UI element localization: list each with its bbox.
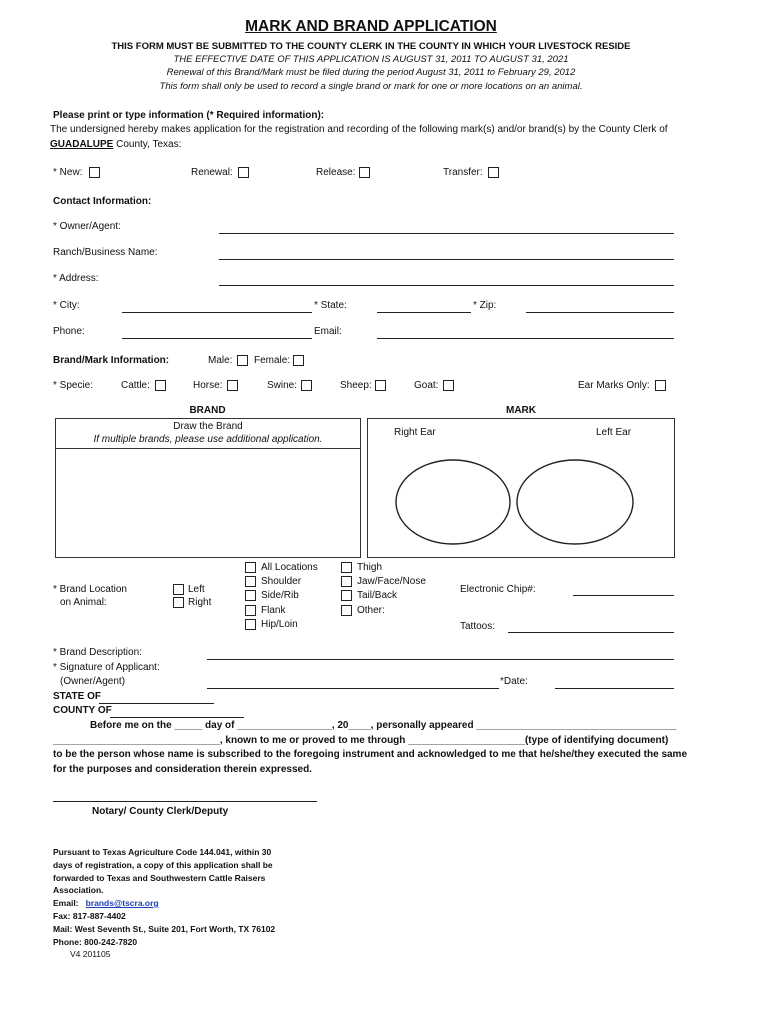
other-label: Other: bbox=[357, 605, 385, 616]
state-input-line[interactable] bbox=[377, 312, 471, 313]
signature-label: * Signature of Applicant: bbox=[53, 662, 160, 673]
email-input-line[interactable] bbox=[377, 338, 674, 339]
form-title: MARK AND BRAND APPLICATION bbox=[245, 18, 497, 35]
zip-label: * Zip: bbox=[473, 300, 497, 311]
notary-line-2: ______________________________, known to me or proved to me through _____________________(type of identifying document) bbox=[53, 735, 669, 746]
release-label: Release: bbox=[316, 167, 356, 178]
notary-line-1: Before me on the _____ day of _________________, 20____, personally appeared ____________________________________ bbox=[90, 720, 677, 731]
renewal-label: Renewal: bbox=[191, 167, 233, 178]
county-of-label: COUNTY OF bbox=[53, 705, 112, 716]
thigh-checkbox[interactable] bbox=[341, 562, 352, 573]
cattle-label: Cattle: bbox=[121, 380, 150, 391]
flank-label: Flank bbox=[261, 605, 286, 616]
all-locations-label: All Locations bbox=[261, 562, 318, 573]
right-side-checkbox[interactable] bbox=[173, 597, 184, 608]
ranch-label: Ranch/Business Name: bbox=[53, 247, 158, 258]
city-input-line[interactable] bbox=[122, 312, 312, 313]
single-brand-notice: This form shall only be used to record a single brand or mark for one or more locations on an animal. bbox=[159, 81, 583, 92]
brand-drawing-area[interactable] bbox=[55, 448, 361, 558]
ear-outlines bbox=[395, 458, 645, 548]
male-checkbox[interactable] bbox=[237, 355, 248, 366]
footer-fax: Fax: 817-887-4402 bbox=[53, 911, 126, 921]
effective-date-notice: THE EFFECTIVE DATE OF THIS APPLICATION IS AUGUST 31, 2011 TO AUGUST 31, 2021 bbox=[173, 54, 569, 65]
electronic-chip-label: Electronic Chip#: bbox=[460, 584, 536, 595]
brand-location-label: * Brand Location bbox=[53, 584, 127, 595]
print-instructions: Please print or type information (* Required information): bbox=[53, 110, 325, 121]
state-label: * State: bbox=[314, 300, 347, 311]
submission-notice: THIS FORM MUST BE SUBMITTED TO THE COUNTY CLERK IN THE COUNTY IN WHICH YOUR LIVESTOCK RESIDE bbox=[111, 41, 631, 52]
date-label: *Date: bbox=[500, 676, 528, 687]
state-of-label: STATE OF bbox=[53, 691, 101, 702]
owner-input-line[interactable] bbox=[219, 233, 674, 234]
horse-label: Horse: bbox=[193, 380, 223, 391]
on-animal-label: on Animal: bbox=[60, 597, 107, 608]
draw-brand-label: Draw the Brand bbox=[173, 421, 243, 432]
new-label: * New: bbox=[53, 167, 83, 178]
brand-description-label: * Brand Description: bbox=[53, 647, 142, 658]
tattoos-input-line[interactable] bbox=[508, 632, 674, 633]
ranch-input-line[interactable] bbox=[219, 259, 674, 260]
owner-label: * Owner/Agent: bbox=[53, 221, 121, 232]
footer-email-link[interactable]: brands@tscra.org bbox=[85, 898, 159, 908]
hip-loin-label: Hip/Loin bbox=[261, 619, 298, 630]
application-statement: The undersigned hereby makes application for the registration and recording of the following mark(s) and/or brand(s) by the County Clerk of bbox=[50, 124, 668, 135]
owner-agent-label: (Owner/Agent) bbox=[60, 676, 126, 687]
footer-email-row bbox=[53, 898, 159, 908]
brand-description-input-line[interactable] bbox=[207, 659, 674, 660]
new-checkbox[interactable] bbox=[89, 167, 100, 178]
multiple-brands-note: If multiple brands, please use additional application. bbox=[93, 434, 323, 445]
phone-label: Phone: bbox=[53, 326, 85, 337]
brand-info-heading: Brand/Mark Information: bbox=[53, 355, 170, 366]
left-ear-label: Left Ear bbox=[596, 427, 632, 438]
brand-heading: BRAND bbox=[189, 405, 226, 416]
footer-line-1: Pursuant to Texas Agriculture Code 144.041, within 30 bbox=[53, 847, 272, 857]
tail-back-checkbox[interactable] bbox=[341, 590, 352, 601]
transfer-checkbox[interactable] bbox=[488, 167, 499, 178]
notary-line-3: to be the person whose name is subscribed to the foregoing instrument and acknowledged to me that he/she/they executed the same bbox=[53, 749, 688, 760]
email-label: Email: bbox=[314, 326, 342, 337]
right-ear-outline[interactable] bbox=[396, 460, 510, 544]
male-label: Male: bbox=[208, 355, 233, 366]
left-side-label: Left bbox=[188, 584, 205, 595]
side-rib-checkbox[interactable] bbox=[245, 590, 256, 601]
shoulder-label: Shoulder bbox=[261, 576, 302, 587]
jaw-face-nose-checkbox[interactable] bbox=[341, 576, 352, 587]
shoulder-checkbox[interactable] bbox=[245, 576, 256, 587]
right-ear-label: Right Ear bbox=[394, 427, 436, 438]
flank-checkbox[interactable] bbox=[245, 605, 256, 616]
sheep-label: Sheep: bbox=[340, 380, 372, 391]
transfer-label: Transfer: bbox=[443, 167, 483, 178]
address-input-line[interactable] bbox=[219, 285, 674, 286]
signature-input-line[interactable] bbox=[207, 688, 499, 689]
cattle-checkbox[interactable] bbox=[155, 380, 166, 391]
footer-line-3: forwarded to Texas and Southwestern Cattle Raisers bbox=[53, 873, 266, 883]
sheep-checkbox[interactable] bbox=[375, 380, 386, 391]
tail-back-label: Tail/Back bbox=[357, 590, 398, 601]
goat-label: Goat: bbox=[414, 380, 439, 391]
county-suffix: County, Texas: bbox=[113, 139, 182, 150]
ear-marks-only-label: Ear Marks Only: bbox=[578, 380, 650, 391]
release-checkbox[interactable] bbox=[359, 167, 370, 178]
footer-mail: Mail: West Seventh St., Suite 201, Fort Worth, TX 76102 bbox=[53, 924, 276, 934]
county-of-input-line[interactable] bbox=[110, 717, 244, 718]
thigh-label: Thigh bbox=[357, 562, 383, 573]
notary-signature-label: Notary/ County Clerk/Deputy bbox=[92, 806, 229, 817]
county-line bbox=[50, 139, 181, 150]
female-label: Female: bbox=[254, 355, 291, 366]
state-of-input-line[interactable] bbox=[99, 703, 214, 704]
swine-checkbox[interactable] bbox=[301, 380, 312, 391]
ear-marks-only-checkbox[interactable] bbox=[655, 380, 666, 391]
swine-label: Swine: bbox=[267, 380, 298, 391]
footer-line-2: days of registration, a copy of this application shall be bbox=[53, 860, 273, 870]
mark-heading: MARK bbox=[506, 405, 536, 416]
tattoos-label: Tattoos: bbox=[460, 621, 496, 632]
female-checkbox[interactable] bbox=[293, 355, 304, 366]
horse-checkbox[interactable] bbox=[227, 380, 238, 391]
county-name: GUADALUPE bbox=[50, 139, 114, 150]
left-side-checkbox[interactable] bbox=[173, 584, 184, 595]
notary-line-4: for the purposes and consideration therein expressed. bbox=[53, 764, 312, 775]
goat-checkbox[interactable] bbox=[443, 380, 454, 391]
renewal-checkbox[interactable] bbox=[238, 167, 249, 178]
footer-email-label: Email: bbox=[53, 898, 79, 908]
right-side-label: Right bbox=[188, 597, 212, 608]
electronic-chip-input-line[interactable] bbox=[573, 595, 674, 596]
footer-phone: Phone: 800-242-7820 bbox=[53, 937, 138, 947]
side-rib-label: Side/Rib bbox=[261, 590, 299, 601]
other-checkbox[interactable] bbox=[341, 605, 352, 616]
notary-signature-line[interactable] bbox=[53, 801, 317, 802]
renewal-notice: Renewal of this Brand/Mark must be filed during the period August 31, 2011 to February 29, 2012 bbox=[166, 67, 576, 78]
jaw-face-nose-label: Jaw/Face/Nose bbox=[357, 576, 426, 587]
contact-heading: Contact Information: bbox=[53, 196, 152, 207]
zip-input-line[interactable] bbox=[526, 312, 674, 313]
address-label: * Address: bbox=[53, 273, 99, 284]
specie-label: * Specie: bbox=[53, 380, 94, 391]
all-locations-checkbox[interactable] bbox=[245, 562, 256, 573]
version-label: V4 201105 bbox=[70, 949, 111, 959]
phone-input-line[interactable] bbox=[122, 338, 312, 339]
date-input-line[interactable] bbox=[555, 688, 674, 689]
footer-line-4: Association. bbox=[53, 885, 104, 895]
left-ear-outline[interactable] bbox=[517, 460, 633, 544]
city-label: * City: bbox=[53, 300, 80, 311]
hip-loin-checkbox[interactable] bbox=[245, 619, 256, 630]
